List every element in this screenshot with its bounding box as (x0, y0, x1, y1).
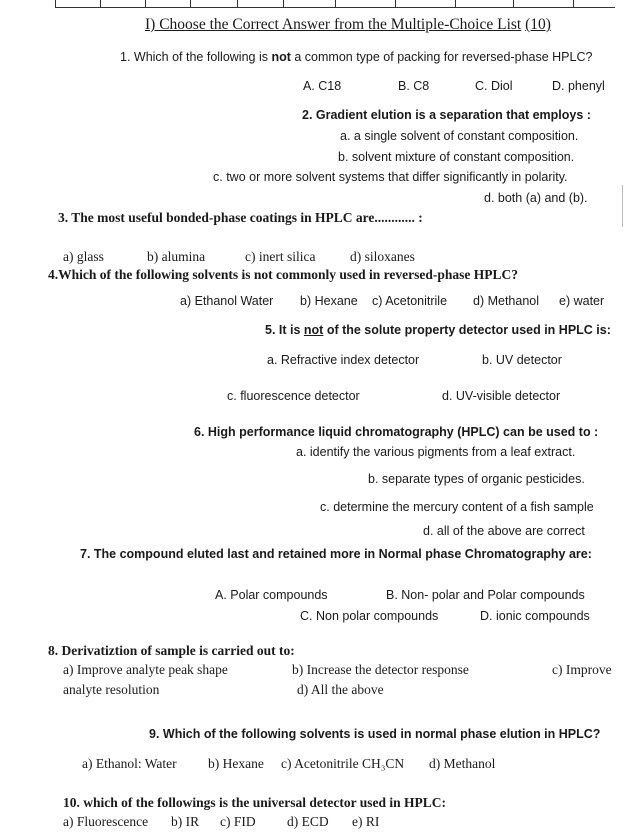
q7-option-c: C. Non polar compounds (300, 609, 439, 623)
q8-option-b: b) Increase the detector response (292, 662, 469, 677)
q3-option-b: b) alumina (147, 249, 206, 264)
question-5: 5. It is not of the solute property detector used in HPLC is: (265, 323, 611, 337)
q2-option-b: b. solvent mixture of constant composition. (338, 150, 575, 164)
q10-option-d: d) ECD (287, 814, 329, 829)
q7-option-d: D. ionic compounds (480, 609, 590, 623)
question-2: 2. Gradient elution is a separation that employs : (302, 108, 591, 122)
q5-option-d: d. UV-visible detector (442, 389, 561, 403)
q6-option-a: a. identify the various pigments from a leaf extract. (296, 445, 576, 459)
q5-option-b: b. UV detector (482, 353, 562, 367)
q5-emphasis: not (303, 323, 324, 337)
q7-option-a: A. Polar compounds (215, 588, 328, 602)
q3-option-c: c) inert silica (245, 249, 316, 264)
q7-option-b: B. Non- polar and Polar compounds (386, 588, 585, 602)
section-marks: (10) (525, 16, 551, 33)
q3-option-a: a) glass (63, 249, 104, 264)
question-8: 8. Derivatiztion of sample is carried out to: (48, 643, 295, 658)
question-6: 6. High performance liquid chromatography (HPLC) can be used to : (194, 425, 599, 439)
q6-option-b: b. separate types of organic pesticides. (368, 472, 585, 486)
q4-option-c: c) Acetonitrile (372, 294, 448, 308)
top-table-border (55, 0, 615, 8)
q8-option-c: c) Improve (552, 662, 612, 677)
question-10: 10. which of the followings is the universal detector used in HPLC: (63, 795, 447, 810)
q4-option-e: e) water (559, 294, 605, 308)
q5-option-a: a. Refractive index detector (267, 353, 420, 367)
question-3: 3. The most useful bonded-phase coatings in HPLC are............ : (58, 210, 423, 225)
section-title (145, 17, 551, 33)
question-9: 9. Which of the following solvents is used in normal phase elution in HPLC? (149, 727, 601, 741)
scan-edge-mark (622, 185, 623, 227)
q1-emphasis: not (271, 50, 291, 64)
q3-option-d: d) siloxanes (350, 249, 415, 264)
question-7: 7. The compound eluted last and retained more in Normal phase Chromatography are: (80, 547, 592, 561)
q10-option-b: b) IR (171, 814, 200, 829)
q4-option-a: a) Ethanol Water (180, 294, 274, 308)
q2-option-d: d. both (a) and (b). (484, 191, 588, 205)
q1-option-d: D. phenyl (552, 79, 605, 93)
q10-option-a: a) Fluorescence (63, 814, 149, 829)
q2-option-a: a. a single solvent of constant composition. (340, 129, 579, 143)
q9-option-b: b) Hexane (208, 756, 264, 771)
q2-option-c: c. two or more solvent systems that differ significantly in polarity. (213, 170, 568, 184)
question-4: 4.Which of the following solvents is not commonly used in reversed-phase HPLC? (48, 267, 519, 282)
q9-option-d: d) Methanol (429, 756, 496, 771)
q6-option-d: d. all of the above are correct (423, 524, 585, 538)
q9-option-a: a) Ethanol: Water (82, 756, 177, 771)
q4-option-b: b) Hexane (300, 294, 358, 308)
q5-option-c: c. fluorescence detector (227, 389, 360, 403)
q8-option-d: d) All the above (297, 682, 384, 697)
q1-option-b: B. C8 (398, 79, 430, 93)
q10-option-c: c) FID (220, 814, 256, 829)
q1-option-c: C. Diol (475, 79, 513, 93)
q8-option-a: a) Improve analyte peak shape (63, 662, 228, 677)
section-title-text: I) Choose the Correct Answer from the Multiple-Choice List (145, 16, 522, 33)
q8-option-c-continued: analyte resolution (63, 682, 160, 697)
q10-option-e: e) RI (352, 814, 380, 829)
q1-option-a: A. C18 (303, 79, 342, 93)
q6-option-c: c. determine the mercury content of a fish sample (320, 500, 594, 514)
q9-option-c: c) Acetonitrile CH₃CN (281, 756, 405, 771)
q4-option-d: d) Methanol (473, 294, 540, 308)
question-1: 1. Which of the following is not a common type of packing for reversed-phase HPLC? (120, 50, 593, 64)
